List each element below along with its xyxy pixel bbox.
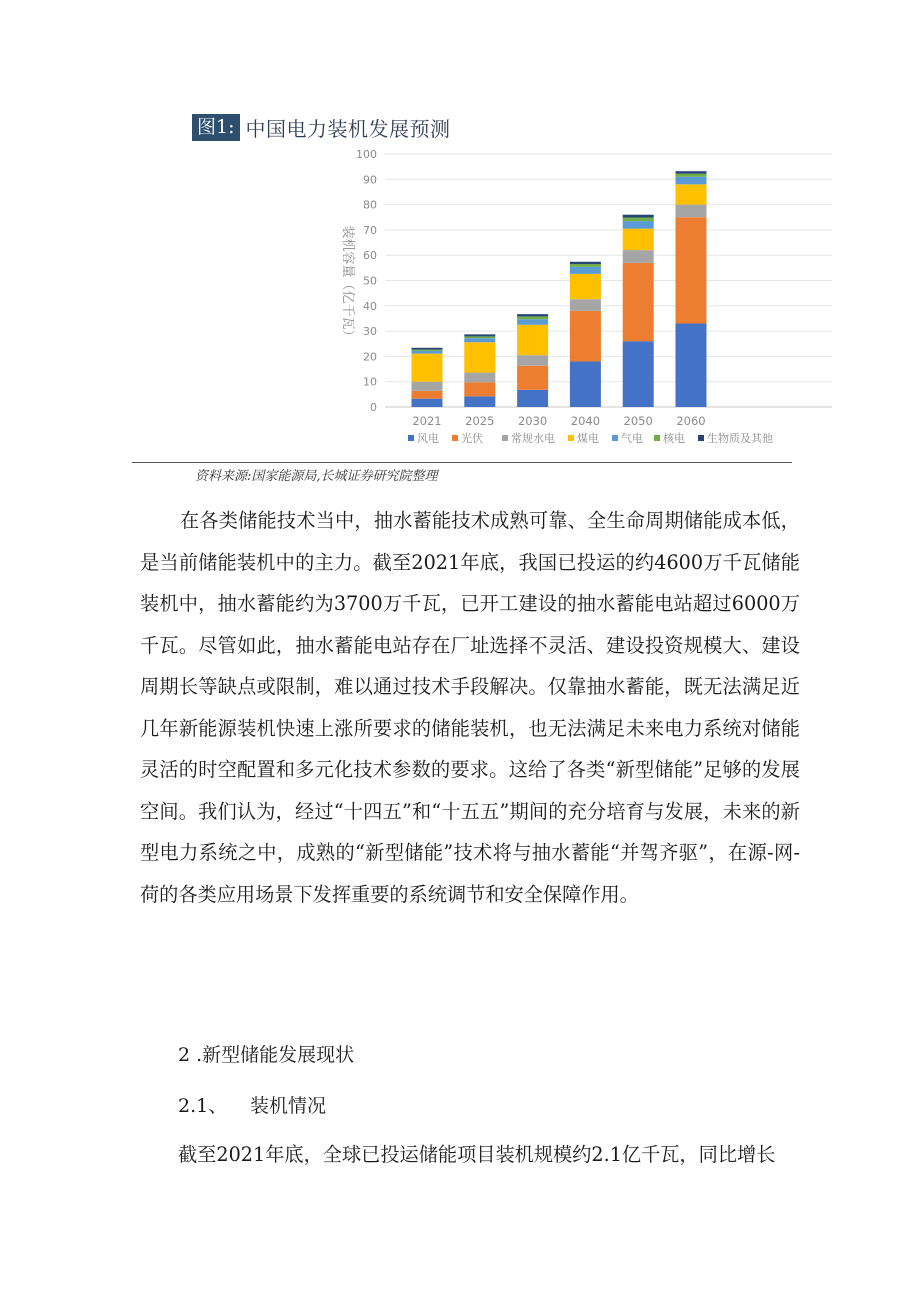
bar-segment [623,218,654,222]
bar-segment [412,350,443,351]
legend-item [612,431,643,445]
legend-item [452,431,483,445]
figure-source: 资料来源:国家能源局,长城证券研究院整理 [195,469,438,484]
legend-item [698,431,773,445]
bar-segment [623,215,654,218]
subsection-number: 2.1、 [178,1095,228,1117]
bar-segment [570,267,601,274]
bar-segment [676,177,707,185]
body-paragraph-1: 在各类储能技术当中，抽水蓄能技术成熟可靠、全生命周期储能成本低，是当前储能装机中的主力。截至2021年底，我国已投运的约4600万千瓦储能装机中，抽水蓄能约为3700万千瓦，已开工建设的抽水蓄能电站超过6000万千瓦。尽管如此，抽水蓄能电站存在厂址选择不灵活、建设投资规模大、建设周期长等缺点或限制，难以通过技术手段解决。仅靠抽水蓄能，既无法满足近几年新能源装机快速上涨所要求的储能装机，也无法满足未来电力系统对储能灵活的时空配置和多元化技术参数的要求。这给了各类“新型储能”足够的发展空间。我们认为，经过“十四五”和“十五五”期间的充分培育与发展，未来的新型电力系统之中，成熟的“新型储能”技术将与抽水蓄能“并驾齐驱”，在源-网-荷的各类应用场景下发挥重要的系统调节和安全保障作用。 [140,509,800,906]
subsection-heading-2-1 [178,1091,326,1118]
bar-segment [676,324,707,407]
bar-segment [412,391,443,399]
bar-segment [464,336,495,338]
x-tick-label: 2025 [465,414,495,428]
bar-segment [464,382,495,396]
y-tick-label: 60 [363,249,377,263]
legend-label: 生物质及其他 [707,432,773,445]
x-tick-label: 2050 [623,414,653,428]
figure-label: 图1: [192,114,240,141]
legend-swatch [654,435,660,441]
bar-segment [623,250,654,263]
bar-segment [464,373,495,383]
x-tick-label: 2040 [570,414,601,428]
bar-segment [464,334,495,336]
y-tick-label: 40 [363,299,377,313]
y-tick-label: 70 [363,223,377,237]
bar-segment [623,341,654,407]
legend-label: 风电 [417,432,439,445]
bar-segment [570,274,601,299]
x-tick-label: 2060 [676,414,706,428]
legend-label: 常规水电 [511,432,555,445]
bar-segment [517,325,548,355]
legend-label: 光伏 [461,432,483,445]
bar-segment [464,396,495,407]
subsection-title: 装机情况 [250,1095,327,1117]
bar-segment [676,174,707,177]
x-tick-label: 2030 [517,414,548,428]
section-heading-2: 2 .新型储能发展现状 [178,1044,355,1066]
bar-segment [412,351,443,354]
legend-label: 煤电 [577,432,599,445]
legend-swatch [502,435,508,441]
y-tick-label: 90 [363,173,377,187]
x-tick-label: 2021 [412,414,442,428]
bar-segment [676,171,707,174]
bar-segment [676,217,707,323]
legend-swatch [408,435,414,441]
bar-segment [412,348,443,350]
y-tick-label: 10 [363,375,377,389]
bar-segment [623,221,654,229]
bar-segment [676,205,707,218]
figure-divider [132,462,792,463]
stacked-bar-chart [320,142,832,460]
bar-segment [517,366,548,390]
bar-segment [676,184,707,204]
bar-segment [570,262,601,264]
figure-title [192,113,451,141]
bar-segment [412,382,443,391]
bar-segment [570,361,601,407]
body-paragraph-2: 截至2021年底，全球已投运储能项目装机规模约2.1亿千瓦，同比增长 [178,1143,776,1166]
bar-segment [623,263,654,341]
legend-swatch [612,435,618,441]
bar-segment [623,229,654,251]
bar-segment [570,264,601,267]
legend-swatch [568,435,574,441]
legend-item [408,431,439,445]
legend-label: 气电 [621,432,643,445]
figure-title-text: 中国电力装机发展预测 [245,116,451,141]
y-tick-label: 0 [370,401,377,414]
bar-segment [517,319,548,325]
bar-segment [570,311,601,362]
bar-segment [517,355,548,366]
bar-segment [517,316,548,319]
bar-segment [570,299,601,311]
bar-segment [412,399,443,407]
y-tick-label: 50 [363,274,377,288]
y-tick-label: 20 [363,350,377,364]
y-axis-label: 装机容量（亿千瓦） [340,225,355,343]
legend-swatch [452,435,458,441]
bar-segment [412,354,443,382]
legend-swatch [698,435,704,441]
bar-segment [517,390,548,407]
bar-segment [464,338,495,342]
legend-label: 核电 [663,432,685,445]
bar-segment [464,342,495,372]
legend-item [502,431,555,445]
y-tick-label: 80 [363,198,377,212]
y-tick-label: 30 [363,325,377,339]
y-tick-label: 100 [356,148,377,161]
legend-item [568,431,599,445]
bar-segment [517,314,548,316]
legend-item [654,431,685,445]
